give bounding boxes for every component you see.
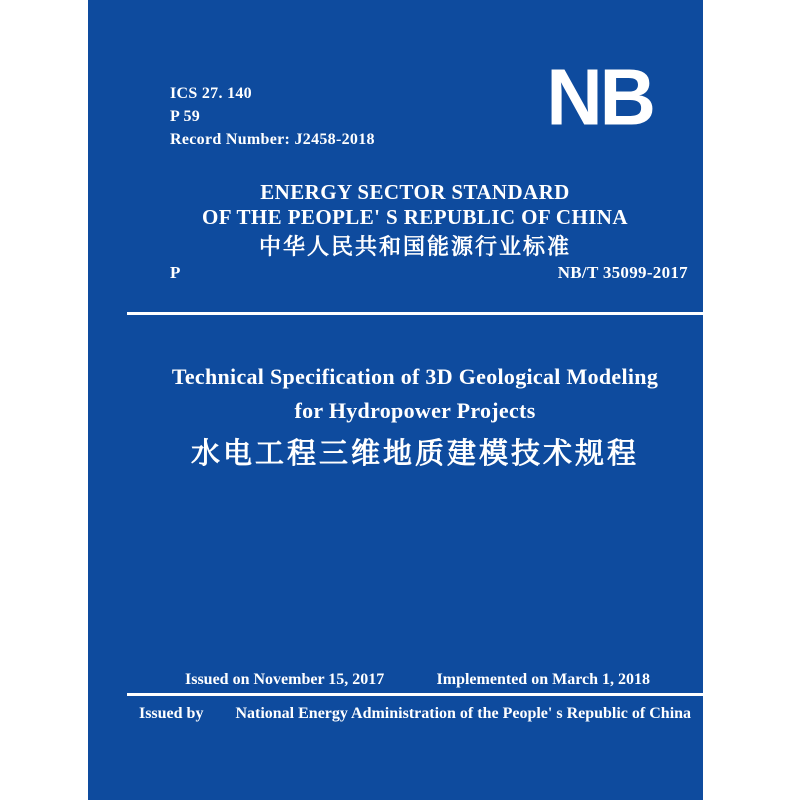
ics-code: ICS 27. 140 (170, 85, 252, 102)
class-letter: P (170, 263, 181, 282)
standard-heading (127, 180, 703, 260)
standard-heading-en-line2: OF THE PEOPLE' S REPUBLIC OF CHINA (202, 205, 628, 229)
content-column (127, 0, 703, 800)
issued-by-label: Issued by (138, 705, 204, 722)
standard-cover (88, 0, 703, 800)
title-en-line1: Technical Specification of 3D Geological Modeling (171, 364, 659, 389)
title-block (127, 360, 703, 471)
classification-code: P 59 (170, 108, 201, 125)
top-divider-rule (127, 312, 703, 315)
record-number: Record Number: J2458-2018 (170, 131, 375, 148)
bottom-divider-rule (127, 693, 703, 696)
title-en-line2: for Hydropower Projects (294, 398, 536, 423)
issued-date: Issued on November 15, 2017 (185, 671, 385, 688)
issued-by-row (127, 705, 703, 723)
issued-by-value: National Energy Administration of the People' s Republic of China (235, 705, 692, 722)
standard-number: NB/T 35099-2017 (557, 263, 688, 282)
nb-logo: NB (546, 52, 653, 142)
title-zh: 水电工程三维地质建模技术规程 (190, 438, 639, 470)
dates-row (127, 671, 703, 689)
implemented-date: Implemented on March 1, 2018 (436, 671, 650, 688)
standard-heading-en-line1: ENERGY SECTOR STANDARD (260, 180, 570, 204)
standard-heading-zh: 中华人民共和国能源行业标准 (258, 234, 571, 259)
